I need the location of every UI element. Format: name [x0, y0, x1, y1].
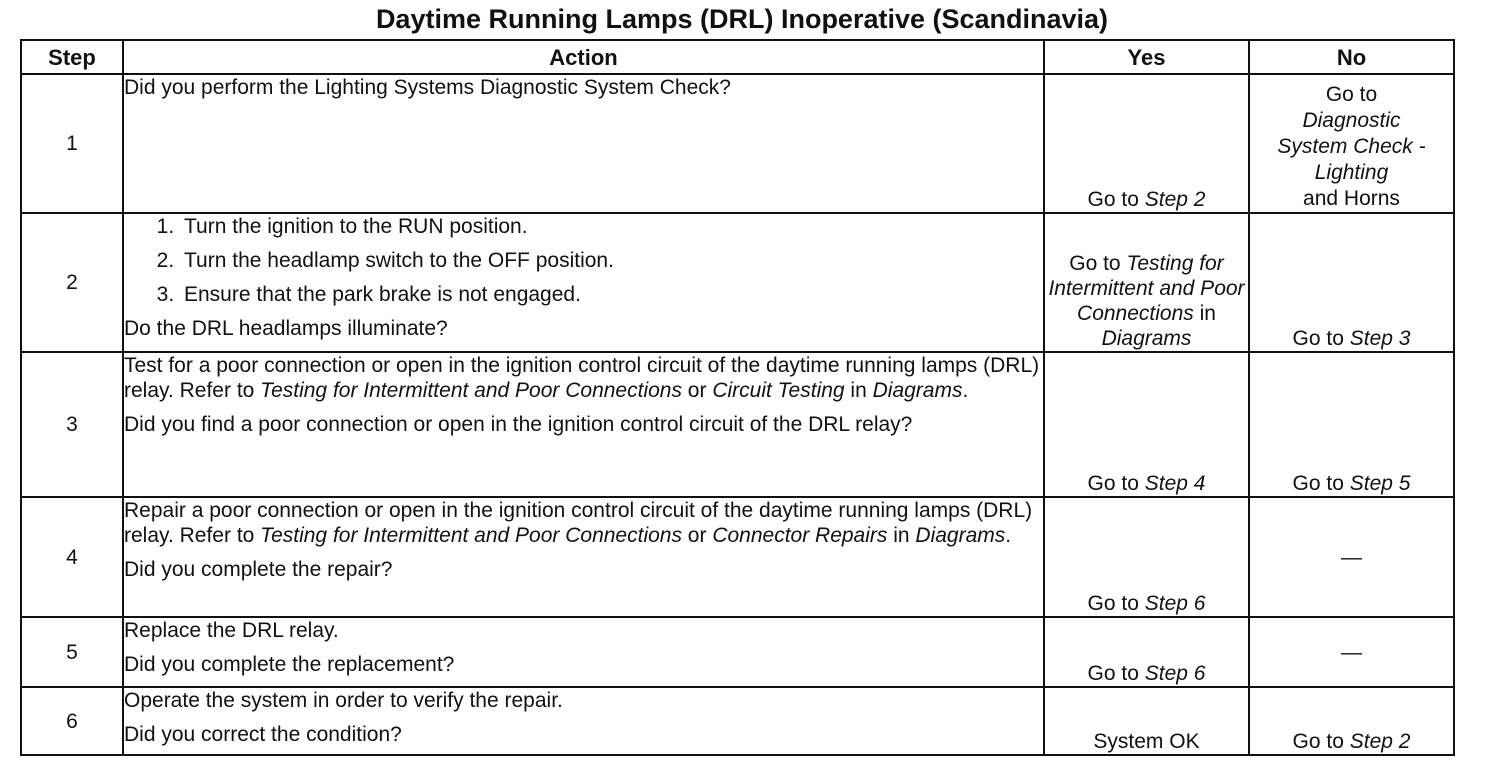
no-cell: Go to Diagnostic System Check - Lighting and Horns [1249, 74, 1454, 213]
yes-cell: Go to Step 4 [1044, 352, 1249, 497]
action-instruction: Test for a poor connection or open in the ignition control circuit of the daytime running lamps (DRL) relay. Refer to Testing for Intermittent and Poor Connections or Circuit Testing in Diagrams. [124, 354, 1040, 402]
header-action: Action [123, 40, 1044, 74]
yes-cell: Go to Step 6 [1044, 497, 1249, 617]
table-row [21, 213, 1454, 352]
list-item: 2. Turn the headlamp switch to the OFF position. [180, 248, 1043, 273]
no-cell: — [1249, 497, 1454, 617]
table-row [21, 617, 1454, 687]
step-number: 2 [21, 213, 123, 352]
yes-cell: Go to Testing for Intermittent and Poor Connections in Diagrams [1044, 213, 1249, 352]
yes-cell: System OK [1044, 687, 1249, 755]
action-instruction: Repair a poor connection or open in the ignition control circuit of the daytime running lamps (DRL) relay. Refer to Testing for Intermittent and Poor Connections or Connector Repairs in Diagrams. [124, 499, 1033, 547]
yes-cell: Go to Step 6 [1044, 617, 1249, 687]
action-question: Did you complete the repair? [124, 558, 393, 581]
list-item: 1. Turn the ignition to the RUN position. [180, 214, 1043, 239]
action-cell [123, 213, 1044, 352]
step-number: 5 [21, 617, 123, 687]
header-no: No [1249, 40, 1454, 74]
action-question: Do the DRL headlamps illuminate? [124, 317, 448, 340]
yes-cell: Go to Step 2 [1044, 74, 1249, 213]
action-instruction: Operate the system in order to verify the repair. [124, 689, 563, 712]
table-row [21, 497, 1454, 617]
step-number: 3 [21, 352, 123, 497]
action-question: Did you perform the Lighting Systems Diagnostic System Check? [124, 76, 731, 99]
action-cell [123, 497, 1044, 617]
table-row [21, 74, 1454, 213]
action-instruction: Replace the DRL relay. [124, 619, 339, 642]
action-cell [123, 617, 1044, 687]
no-cell: — [1249, 617, 1454, 687]
action-cell [123, 74, 1044, 213]
table-row [21, 352, 1454, 497]
action-question: Did you find a poor connection or open in the ignition control circuit of the DRL relay? [124, 413, 913, 436]
header-yes: Yes [1044, 40, 1249, 74]
step-number: 1 [21, 74, 123, 213]
action-question: Did you complete the replacement? [124, 653, 455, 676]
table-row [21, 687, 1454, 755]
action-cell [123, 687, 1044, 755]
step-number: 6 [21, 687, 123, 755]
action-steps-list [124, 214, 1043, 307]
no-cell: Go to Step 5 [1249, 352, 1454, 497]
step-number: 4 [21, 497, 123, 617]
diagnostic-table [20, 39, 1455, 756]
no-cell: Go to Step 2 [1249, 687, 1454, 755]
document-title: Daytime Running Lamps (DRL) Inoperative (Scandinavia) [375, 4, 1109, 34]
no-cell: Go to Step 3 [1249, 213, 1454, 352]
header-step: Step [21, 40, 123, 74]
header-row [21, 40, 1454, 74]
action-cell [123, 352, 1044, 497]
list-item: 3. Ensure that the park brake is not engaged. [180, 282, 1043, 307]
action-question: Did you correct the condition? [124, 723, 402, 746]
